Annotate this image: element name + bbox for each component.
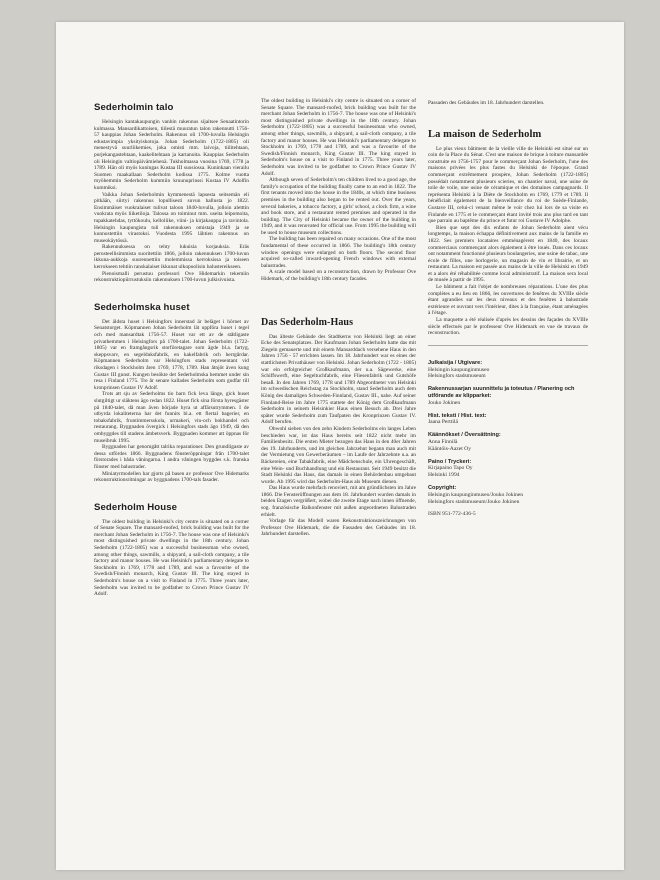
paragraph: Trots att sju av Sederholms tio barn fick leva länge, gick huset slutgiltigt ur släktens ägo redan 1822. Huset fick sina första hyresgäster på 1840-talet, då man även började hyra ut affärsutrymmen. I de utbyrda lokaliteterna har det funnits bl.a. ett flertal bagerier, en tobaksfabrik, fruntimmersskola, urmakeri, vin-och bokhandel och restaurang. Byggnaden övergick i Helsingfors stads ägo 1949, då den ombyggdes till stadens ämbetsverk. Byggnaden kommer att öppnas för museibruk 1995. — [94, 391, 249, 444]
paragraph: Das Haus wurde mehrfach renoviert, mit am gründlichsten im Jahre 1866. Die Fensteröffnungen aus dem 18. Jahrhundert wurden damals in beiden Etagen vergrößert, wobei die zweite Etage nach innen öffnende, sog. französische Balkonfenster mit außen angeordneten Balustraden erhielt. — [261, 485, 416, 518]
paragraph: A scale model based on a reconstruction, drawn by Professor Ove Hidemark, of the building's 18th century facades. — [261, 269, 416, 283]
paragraph: Helsingin kantakaupungin vanhin rakennus sijaitsee Senaatintorin kulmassa. Mansardikattoisen, tiilestä muuratun talon rakennutti 1756-57 kauppias Johan Sederholm. Rakennus oli 1700-luvulla Helsingin edustavimpia yksityiskotoja. Johan Sederholm (1722-1805) oli menestyvä suurliikemies, joka omisti mm. laivoja, tiilitehtaan, purjekangastehtaan, kaakelitehtaan ja kartanoita. Kauppias Sederholm oli Helsingin valtiopäivämiehenä. Tukholmassa vuosina 1769, 1778 ja 1789. Hän oli myös kuningas Kustaa III suosiossa. Kuninkaan vierailu Suomen maakallaan Sederholm kodissa 1775. Kolme vuotta myöhemmin Sederholm kummiin kruunuprinssi Kustaa IV Adolfin kummiksi. — [94, 119, 249, 191]
paragraph: The building has been repaired on many occasions. One of the most fundamental of these occurred in 1866. The building's 18th century window openings were enlarged on both floors. The second floor acquired so-called inward-opening French windows with external balustrades. — [261, 236, 416, 269]
finnish-title: Sederholmin talo — [94, 102, 174, 113]
paragraph: Miniatyrmodellen har gjorts på basen av professor Ove Hidemarks rekonstruktionsritningar av byggnadens 1700-tals fasader. — [94, 470, 249, 484]
column-middle — [261, 98, 416, 538]
column-left — [94, 102, 249, 598]
paragraph: Obwohl sieben von den zehn Kindern Sederholms ein langes Leben beschieden war, ist das Haus bereits seit 1822 nicht mehr im Familienbesitz. Die ersten Mieter bezogen das Haus in den 40er Jahren des 19. Jahrhunderts, und im gleichen Jahrzehnt begann man auch mit der Vermietung von Gewerberäumen – im Laufe der Jahrzehnte u.a. an Bäckereien, eine Tabakfabrik, eine Mädchenschule, ein Uhrengeschäft, eine Wein- und Buchhandlung und ein Restaurant. Seit 1949 besitzt die Stadt Helsinki das Haus, das damals in einen Behördenbau umgebaut wurde. Ab 1995 wird das Sederholm-Haus als Museum dienen. — [261, 425, 416, 485]
paragraph: La maquette a été réalisée d'après les dessins des façades du XVIIIe siècle effectués par le professeur Ove Hidemark en vue de travaux de reconstruction. — [428, 317, 588, 337]
paragraph: Le plus vieux bâtiment de la vieille ville de Helsinki est situé sur un coin de la Place du Sénat. C'est une maison de brique à toiture mansardée construite en 1756-1757 pour le commerçant Johan Sederholm, l'une des maisons privées les plus fastes du Helsinki de l'époque. Grand commerçant extrêmement prospère, Johan Sederholm (1722-1805) possédait notamment plusieurs scieries, un chantier naval, une usine de toile de voile, une usine de céramique et des domaines campagnards. Il représenta Helsinki à la Diète de Stockholm en 1769, 1779 et 1789. Il bénéficiait également de la bienveillance du roi de Suède-Finlande, Gustave III, celui-ci venant même le voir chez lui lors de sa visite en Finlande en 1775 et le commerçant étant invité trois ans plus tard en tant que parrain au baptême du prince et futur roi Gustave IV Adolphe. — [428, 145, 588, 225]
paragraph: Vaikka Johan Sederholmin kymmenestä lapsesta seitsemän eli pitkään, siirtyi rakennus lopullisesti suvun hallusta jo 1822. Ensimmäiset vuokralaiset tulivat taloon 1840-luvulla, jolloin aletttin vuokrata myös liiketiloja. Talossa on toiminut mm. useita leipomoita, tupakkatehdas, tyttökoulu, kelloliike, viini- ja kirjakauppa ja ravintola. Helsingin kaupungista tuli rakennuksen omistaja 1949 ja se kunnostettiin virastoksi. Vuodesta 1995 lähtien rakennus on museokäytössä. — [94, 191, 249, 244]
section-german — [261, 316, 416, 538]
colophon-translation: Käännökset / Översättning: Anna Finnilä Kääntöis-Aazet Oy — [428, 432, 501, 452]
section-english-start — [94, 501, 249, 598]
paragraph: Le bâtiment a fait l'objet de nombreuses réparations. L'une des plus complètes a eu lieu en 1866, les ouvertures de fenêtres du XVIIIe siècle étant agrandies sur les deux niveaux et des fenêtres à balustrade extérieure et ouvrant vers l'intérieur, dites à la française, étant aménagées à l'étage. — [428, 284, 588, 317]
paragraph: Det äldsta huset i Helsingfors innerstad är beläget i hörnet av Senatstorget. Köpmannen Johan Sederholm lät uppföra huset i tegel och med mansardtak 1756-57. Huset var ett av de ståtligaste privathemmen i Helsingfors på 1700-talet. Johan Sederholm (1722-1805) var en framgångsrik storföretagare som ägde bl.a. fartyg, skeppsvarv, en segelduksfabrik, en kakelfabrik och herrgårdar. Köpmannen Sederholm var Helsingfors stads representant vid riksdagen i Stockholm åren 1769, 1778, 1789. Han åtnjöt även kung Gustav III gunst. Kungen besökte det Sederholmska hemmet under sin resa i Finland 1775. Tre år senare kallades Sederholm som gudfar till kronprinsen Gustav IV Adolf. — [94, 318, 249, 391]
colophon-isbn: ISBN 951-772-436-5 — [428, 511, 476, 518]
section-swedish — [94, 302, 249, 484]
paragraph: The oldest building in Helsinki's city centre is situated on a corner of Senate Square. The mansard-roofed, brick building was built for the merchant Johan Sederholm in 1756-7. The house was one of Helsinki's most distinguished private dwellings in the 18th century. Johan Sederholm (1722-1805) was a successful businessman who owned, among other things, sawmills, a shipyard, a sail-cloth company, a tile factory and manor houses. He was Helsinki's parliamentary delegate to Stockholm in 1769, 1778 and 1789, and was a favourite of the Swedish/Finnish monarch, King Gustav III. The king stayed in Sederholm's house on a visit to Finland in 1775. Three years later, Sederholm was invited to be godfather to Crown Prince Gustav IV Adolf. — [261, 98, 416, 177]
paragraph: Bien que sept des dix enfants de Johan Sederholm aient vécu longtemps, la maison échappa définitivement aux mains de la famille en 1822. Ses premiers locataires emménagèrent en 1840, des locaux commerciaux commençant alors également à être loués. Dans ces locaux ont notamment fonctionné plusieurs boulangeries, une usine de tabac, une école de filles, une horlogerie, un magasin de vin et librairie, et un restaurant. La maison est passée aux mains de la ville de Helsinki en 1949 et a alors été réhabilitée comme local administratif. La maison sera local de musée à partir de 1995. — [428, 224, 588, 284]
colophon-printer: Paino / Tryckeri: Kirjapaino Tapo Oy Helsinki 1994 — [428, 458, 473, 479]
french-title: La maison de Sederholm — [428, 128, 542, 140]
paragraph: The oldest building in Helsinki's city centre is situated on a corner of Senate Square. The mansard-roofed, brick building was built for the merchant Johan Sederholm in 1756-7. The house was one of Helsinki's most distinguished private dwellings in the 18th century. Johan Sederholm (1722-1805) was a successful businessman who owned, among other things, sawmills, a shipyard, a sail-cloth company, a tile factory and manor houses. He was Helsinki's parliamentary delegate to Stockholm in 1769, 1778 and 1789, and was a favourite of the Swedish/Finnish monarch, King Gustav III. The king stayed in Sederholm's house on a visit to Finland in 1775. Three years later, Sederholm was invited to be godfather to Crown Prince Gustav IV Adolf. — [94, 518, 249, 598]
divider — [428, 345, 588, 346]
english-title: Sederholm House — [94, 501, 178, 513]
colophon-publisher: Julkaisija / Utgivare: Helsingin kaupunginmuseo Helsingfors stadsmuseum — [428, 359, 490, 380]
paragraph: Das älteste Gebäude des Stadtkerns von Helsinki liegt an einer Ecke des Senatsplatzes. Der Kaufmann Johan Sederholm hatte das mit Ziegeln gemauerte und mit einem Mansarddach versehene Haus in den Jahren 1756 - 57 errichten lassen. Im 18. Jahrhundert war es eines der stattlichsten Privathäuser von Helsinki. Johan Sederholm (1722 - 1805) war ein erfolgreicher Großkaufmann, der u.a. Sägewerke, eine Schiffswerft, eine Segeltuchfabrik, eine Fliesenfabrik und Gutshöfe besaß. In den Jahren 1769, 1778 und 1789 Abgeordneter von Helsinki im schwedischen Reichstag zu Stockholm, stand Sederholm auch dem König des damaligen Schweden-Finnland, Gustav III., nahe. Auf seiner Finnland-Reise im Jahre 1775 stattete der König dem Großkaufmann Sederholm in seinem Helsinkier Haus einen Besuch ab. Drei Jahre später wurde Sederholm zum Taufpaten des Kronprinzen Gustav IV. Adolf berufen. — [261, 333, 416, 426]
section-finnish — [94, 102, 249, 284]
paragraph: Rakennuksessa on tehty lukuisia korjauksia. Eräs perusteellisimmista suoritettiin 1866, jolloin rakennuksen 1700-luvun ikkuna-aukkoja suurennettiin molemmissa kerroksissa ja toiseen kerrokseen tehtiin ranskalaiset ikkunat ulkopuolisin balustereikseen. — [94, 244, 249, 271]
document-page — [56, 22, 624, 870]
german-continuation: Passaden des Gebäudes im 18. Jahrhundert darstellen. — [428, 100, 545, 106]
german-title: Das Sederholm-Haus — [261, 316, 354, 328]
colophon-copyright: Copyright: Helsingin kaupunginmuseo/Jouko Jokinen Helsingfors stadsmuseum/Jouko Jokinen — [428, 484, 524, 505]
colophon — [428, 360, 588, 518]
paragraph: Pienoismalli perustuu professori Ove Hidemarkin tekemiin rekonstruktiopiirrustuksiin rakennuksen 1700-luvun julkisivuista. — [94, 270, 249, 284]
paragraph: Byggnaden har genomgått talrika reparationer. Den grundligaste av dessa utfördes 1866. Byggnadens fönsteröppningar från 1700-talet förstorades i båda våningarna. I andra våningen byggdes s.k. franska fönster med balustrader. — [94, 444, 249, 470]
column-right — [428, 100, 588, 524]
paragraph: Vorlage für das Modell waren Rekonstruktionszeichnungen von Professor Ove Hidemark, die die Fassaden des Gebäudes im 18. Jahrhundert darstellen. — [261, 518, 416, 538]
section-english-cont — [261, 98, 416, 283]
section-french — [428, 129, 588, 337]
swedish-title: Sederholmska huset — [94, 301, 190, 313]
colophon-text: Hist. teksti / Hist. text: Jaana Perttilä — [428, 412, 487, 426]
paragraph: Although seven of Sederholm's ten children lived to a good age, the family's occupation of the building finally came to an end in 1822. The first tenants moved into the house in the 1840s, at which time business premises in the building also began to be rented out. Over the years, several bakeries, a tobacco factory, a girls' school, a clock firm, a wine and book store, and a restaurant rented premises and operated in the building. The City of Helsinki became the owner of the building in 1949, and it was renovated for official use. From 1995 the building will be used to house museum collections. — [261, 177, 416, 236]
colophon-design: Rakennussarjan suunnittelu ja toteutus / Planering och utförande av klipparket: Jouko Jokinen — [428, 386, 575, 406]
